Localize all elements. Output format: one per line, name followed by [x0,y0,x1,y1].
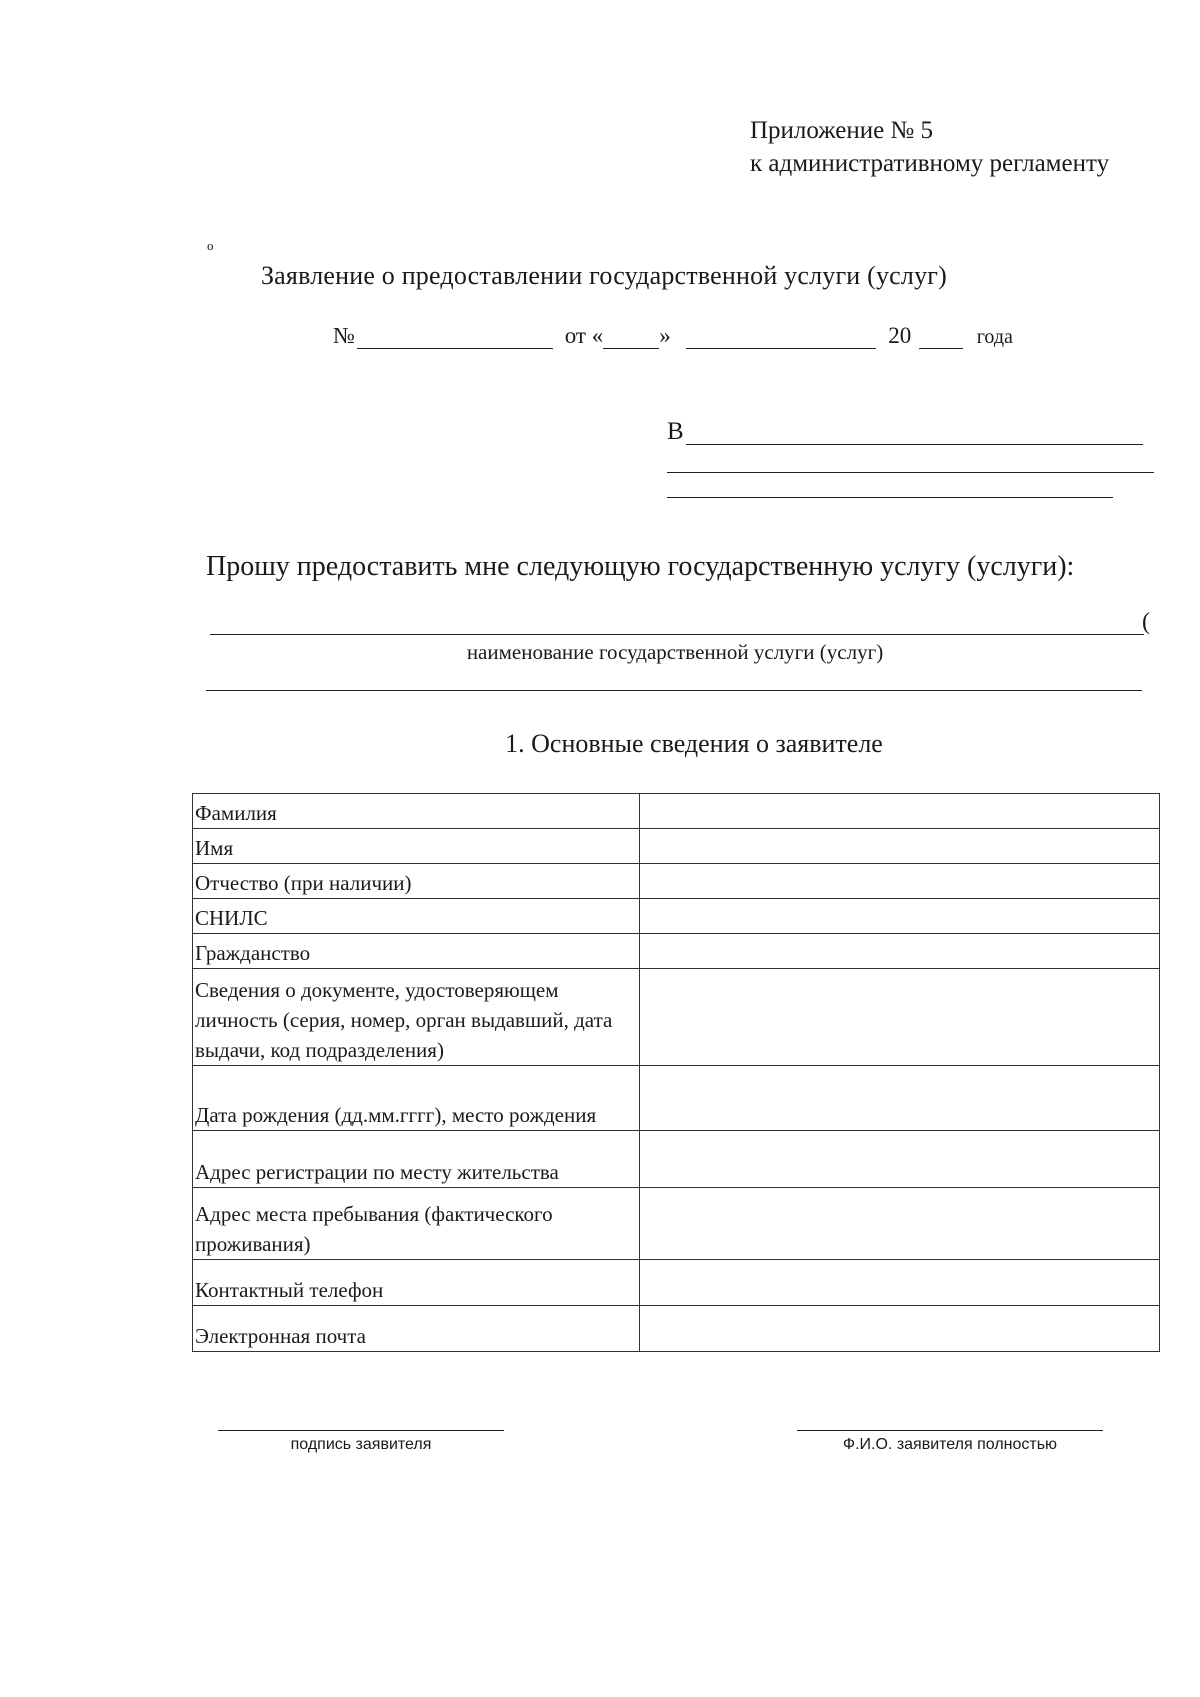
row-label: Сведения о документе, удостоверяющем личность (серия, номер, орган выдавший, дата выдачи, код подразделения) [193,969,640,1066]
row-value-field[interactable] [640,899,1160,934]
number-field[interactable] [357,326,553,349]
row-value-field[interactable] [640,969,1160,1066]
row-label: Имя [193,829,640,864]
table-row [193,899,1160,934]
table-row [193,1260,1160,1306]
full-name-line[interactable] [797,1430,1103,1431]
signature-line[interactable] [218,1430,504,1431]
row-value-field[interactable] [640,1188,1160,1260]
row-label: Отчество (при наличии) [193,864,640,899]
row-label: Адрес места пребывания (фактического проживания) [193,1188,640,1260]
row-value-field[interactable] [640,934,1160,969]
quote-close: » [659,323,671,348]
row-value-field[interactable] [640,794,1160,829]
row-value-field[interactable] [640,1306,1160,1352]
number-label: № [333,323,355,348]
day-field[interactable] [603,326,659,349]
row-value-field[interactable] [640,1260,1160,1306]
addressee-field-line-3[interactable] [667,497,1113,498]
row-value-field[interactable] [640,829,1160,864]
row-label: Электронная почта [193,1306,640,1352]
appendix-header [750,114,1109,180]
appendix-reference: к административному регламенту [750,150,1110,177]
row-value-field[interactable] [640,1131,1160,1188]
table-row [193,934,1160,969]
appendix-number: Приложение № 5 [750,117,934,144]
addressee-label: В [667,418,684,445]
table-row [193,864,1160,899]
row-label: Гражданство [193,934,640,969]
table-row [193,829,1160,864]
signature-caption: подпись заявителя [290,1436,432,1453]
from-label: от « [564,323,604,348]
table-row [193,794,1160,829]
service-name-caption: наименование государственной услуги (услуг) [466,640,884,664]
addressee-field-line-2[interactable] [667,472,1154,473]
table-row [193,1188,1160,1260]
row-label: Адрес регистрации по месту жительства [193,1131,640,1188]
row-value-field[interactable] [640,1066,1160,1131]
table-row [193,969,1160,1066]
table-row [193,1306,1160,1352]
year-suffix: года [976,326,1013,348]
stray-mark: o [207,238,214,253]
service-paren: ( [1142,609,1150,635]
table-row [193,1066,1160,1131]
section-title: 1. Основные сведения о заявителе [505,729,883,758]
year-field[interactable] [919,326,963,349]
row-label: Фамилия [193,794,640,829]
request-text: Прошу предоставить мне следующую государственную услугу (услуги): [206,551,1075,582]
application-number-line [333,323,1013,349]
service-name-line[interactable] [210,634,1144,635]
addressee-field-line-1[interactable] [686,444,1143,445]
row-label: СНИЛС [193,899,640,934]
applicant-info-table [192,793,1160,1352]
year-prefix: 20 [888,323,912,348]
page-title: Заявление о предоставлении государственной услуги (услуг) [260,261,948,290]
row-value-field[interactable] [640,864,1160,899]
service-name-line-2[interactable] [206,690,1142,691]
month-field[interactable] [686,326,876,349]
table-row [193,1131,1160,1188]
row-label: Контактный телефон [193,1260,640,1306]
row-label: Дата рождения (дд.мм.гггг), место рождения [193,1066,640,1131]
full-name-caption: Ф.И.О. заявителя полностью [842,1436,1058,1453]
